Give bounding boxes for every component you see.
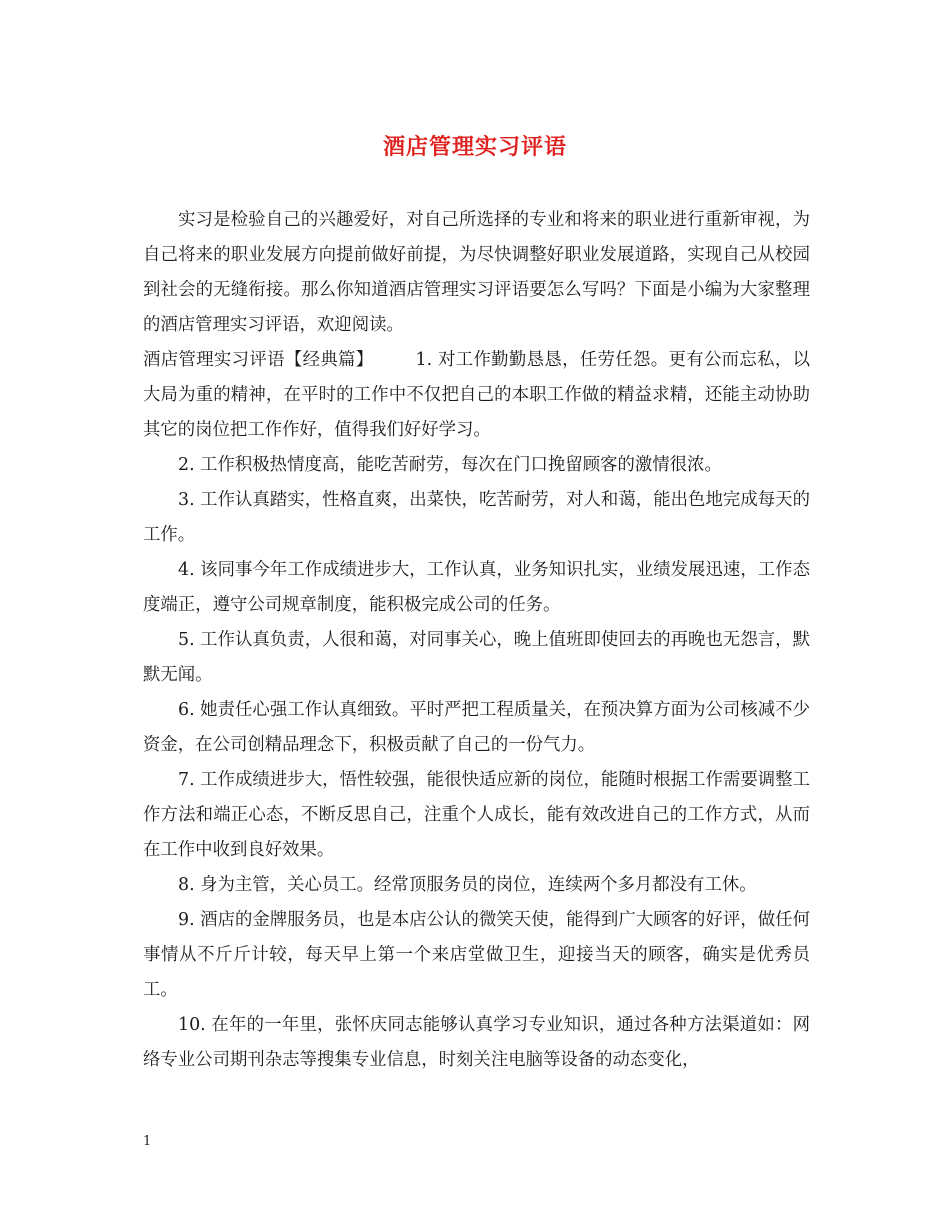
document-body [143,203,810,1078]
list-item: 8. 身为主管，关心员工。经常顶服务员的岗位，连续两个多月都没有工休。 [178,875,757,895]
list-item: 7. 工作成绩进步大，悟性较强，能很快适应新的岗位，能随时根据工作需要调整工作方法和端正心态，不断反思自己，注重个人成长，能有效改进自己的工作方式，从而在工作中收到良好效果。 [143,770,810,860]
list-item: 4. 该同事今年工作成绩进步大，工作认真，业务知识扎实，业绩发展迅速，工作态度端正，遵守公司规章制度，能积极完成公司的任务。 [143,560,810,615]
intro-paragraph: 实习是检验自己的兴趣爱好，对自己所选择的专业和将来的职业进行重新审视，为自己将来的职业发展方向提前做好前提，为尽快调整好职业发展道路，实现自己从校园到社会的无缝衔接。那么你知道酒店管理实习评语要怎么写吗？下面是小编为大家整理的酒店管理实习评语，欢迎阅读。 [143,210,810,335]
section-heading: 酒店管理实习评语【经典篇】 [143,350,374,370]
list-item: 2. 工作积极热情度高，能吃苦耐劳，每次在门口挽留顾客的激情很浓。 [178,455,722,475]
list-item: 9. 酒店的金牌服务员，也是本店公认的微笑天使，能得到广大顾客的好评，做任何事情从不斤斤计较，每天早上第一个来店堂做卫生，迎接当天的顾客，确实是优秀员工。 [143,910,810,1000]
first-item-paragraph [143,343,810,448]
list-item: 5. 工作认真负责，人很和蔼，对同事关心，晚上值班即使回去的再晚也无怨言，默默无闻。 [143,630,810,685]
page-number: 1 [143,1134,152,1149]
list-item: 3. 工作认真踏实，性格直爽，出菜快，吃苦耐劳，对人和蔼，能出色地完成每天的工作。 [143,490,810,545]
list-item: 6. 她责任心强工作认真细致。平时严把工程质量关，在预决算方面为公司核减不少资金，在公司创精品理念下，积极贡献了自己的一份气力。 [143,700,810,755]
list-item: 1. 对工作勤勤恳恳，任劳任怨。更有公而忘私，以大局为重的精神，在平时的工作中不仅把自己的本职工作做的精益求精，还能主动协助其它的岗位把工作作好，值得我们好好学习。 [143,350,810,440]
list-item: 10. 在年的一年里，张怀庆同志能够认真学习专业知识，通过各种方法渠道如：网络专业公司期刊杂志等搜集专业信息，时刻关注电脑等设备的动态变化， [143,1015,810,1070]
document-title: 酒店管理实习评语 [382,134,567,160]
